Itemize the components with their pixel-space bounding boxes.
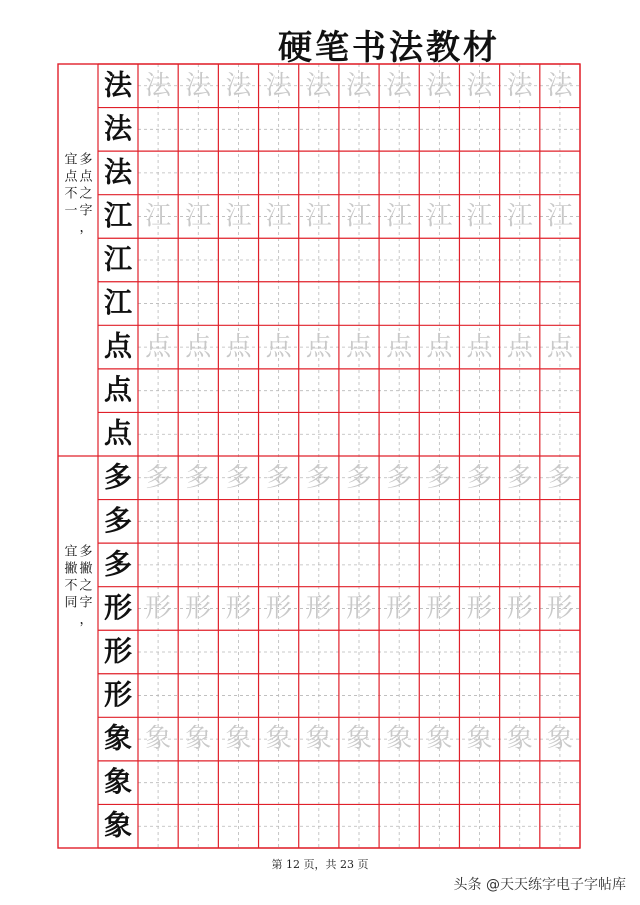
rule-text-char: 一: [64, 203, 78, 219]
trace-character: 江: [185, 201, 212, 232]
trace-character: 多: [145, 462, 172, 493]
model-character: 象: [103, 808, 133, 842]
trace-character: 法: [386, 70, 413, 101]
model-character: 形: [103, 590, 133, 624]
trace-character: 江: [506, 201, 533, 232]
trace-character: 象: [345, 724, 373, 755]
trace-character: 江: [466, 201, 493, 232]
trace-character: 多: [305, 462, 332, 493]
model-character: 法: [103, 111, 133, 145]
model-character: 象: [103, 721, 133, 755]
trace-character: 多: [386, 462, 413, 493]
trace-character: 形: [466, 593, 493, 624]
rule-text-char: 不: [64, 578, 78, 594]
trace-character: 象: [386, 724, 413, 755]
trace-character: 法: [305, 70, 332, 101]
rule-text-char: 不: [64, 186, 78, 202]
trace-character: 象: [506, 724, 533, 755]
trace-character: 江: [345, 201, 373, 232]
trace-character: 多: [225, 462, 252, 493]
model-character: 点: [103, 416, 133, 450]
trace-character: 法: [345, 70, 373, 101]
rule-text-char: 之: [79, 186, 93, 202]
trace-character: 形: [506, 593, 533, 624]
model-character: 多: [103, 547, 133, 581]
trace-character: 点: [145, 332, 172, 363]
rule-text-char: 字: [79, 595, 93, 611]
trace-character: 江: [145, 201, 172, 232]
trace-character: 形: [265, 593, 292, 624]
trace-character: 点: [305, 332, 332, 363]
rule-text-char: 撇: [79, 561, 93, 577]
trace-character: 多: [265, 462, 292, 493]
model-character: 法: [103, 68, 133, 102]
trace-character: 法: [225, 70, 252, 101]
rule-text-char: 之: [79, 578, 93, 594]
page-number: 第 12 页，共 23 页: [271, 858, 369, 871]
trace-character: 江: [546, 201, 573, 232]
trace-character: 多: [466, 462, 493, 493]
model-character: 多: [103, 460, 133, 494]
model-character: 点: [103, 329, 133, 363]
model-character: 江: [103, 198, 133, 232]
model-character: 形: [103, 678, 133, 712]
trace-character: 多: [345, 462, 373, 493]
model-character: 点: [103, 373, 133, 407]
trace-character: 法: [145, 70, 172, 101]
trace-character: 点: [506, 332, 533, 363]
trace-character: 点: [386, 332, 413, 363]
trace-character: 法: [265, 70, 292, 101]
trace-character: 江: [426, 201, 453, 232]
trace-character: 点: [426, 332, 453, 363]
trace-character: 形: [426, 593, 453, 624]
trace-character: 象: [426, 724, 453, 755]
rule-text-char: 字: [79, 203, 93, 219]
rule-text-char: 多: [79, 544, 93, 560]
trace-character: 点: [466, 332, 493, 363]
rule-text-char: 点: [64, 169, 78, 185]
trace-character: 法: [466, 70, 493, 101]
trace-character: 多: [546, 462, 573, 493]
trace-character: 象: [466, 724, 493, 755]
trace-character: 江: [386, 201, 413, 232]
model-character: 江: [103, 242, 133, 276]
model-character: 江: [103, 286, 133, 320]
rule-text-char: 同: [64, 595, 78, 611]
model-character: 象: [103, 765, 133, 799]
model-character: 法: [103, 155, 133, 189]
trace-character: 象: [185, 724, 212, 755]
rule-text-char: ，: [79, 612, 93, 628]
trace-character: 象: [546, 724, 573, 755]
rule-text-char: 宜: [64, 544, 78, 560]
trace-character: 法: [546, 70, 573, 101]
model-character: 多: [103, 503, 133, 537]
trace-character: 点: [546, 332, 573, 363]
trace-character: 形: [345, 593, 373, 624]
trace-character: 点: [225, 332, 252, 363]
trace-character: 多: [185, 462, 212, 493]
trace-character: 法: [506, 70, 533, 101]
trace-character: 形: [386, 593, 413, 624]
trace-character: 点: [185, 332, 212, 363]
trace-character: 多: [506, 462, 533, 493]
rule-text-char: 多: [79, 152, 93, 168]
trace-character: 形: [185, 593, 212, 624]
trace-character: 点: [345, 332, 373, 363]
trace-character: 多: [426, 462, 453, 493]
rule-text-char: 宜: [64, 152, 78, 168]
rule-text-char: 撇: [64, 561, 78, 577]
trace-character: 江: [265, 201, 292, 232]
rule-text-char: 点: [79, 169, 93, 185]
trace-character: 形: [305, 593, 332, 624]
trace-character: 点: [265, 332, 292, 363]
trace-character: 法: [185, 70, 212, 101]
watermark: 头条 @天天练字电子字帖库: [453, 877, 626, 893]
rule-text-char: ，: [79, 220, 93, 236]
trace-character: 象: [265, 724, 292, 755]
trace-character: 江: [225, 201, 252, 232]
trace-character: 形: [225, 593, 252, 624]
trace-character: 法: [426, 70, 453, 101]
page-title: 硬笔书法教材: [278, 28, 500, 68]
trace-character: 形: [546, 593, 573, 624]
trace-character: 象: [225, 724, 252, 755]
model-character: 形: [103, 634, 133, 668]
trace-character: 象: [145, 724, 172, 755]
trace-character: 江: [305, 201, 332, 232]
trace-character: 象: [305, 724, 332, 755]
trace-character: 形: [145, 593, 172, 624]
